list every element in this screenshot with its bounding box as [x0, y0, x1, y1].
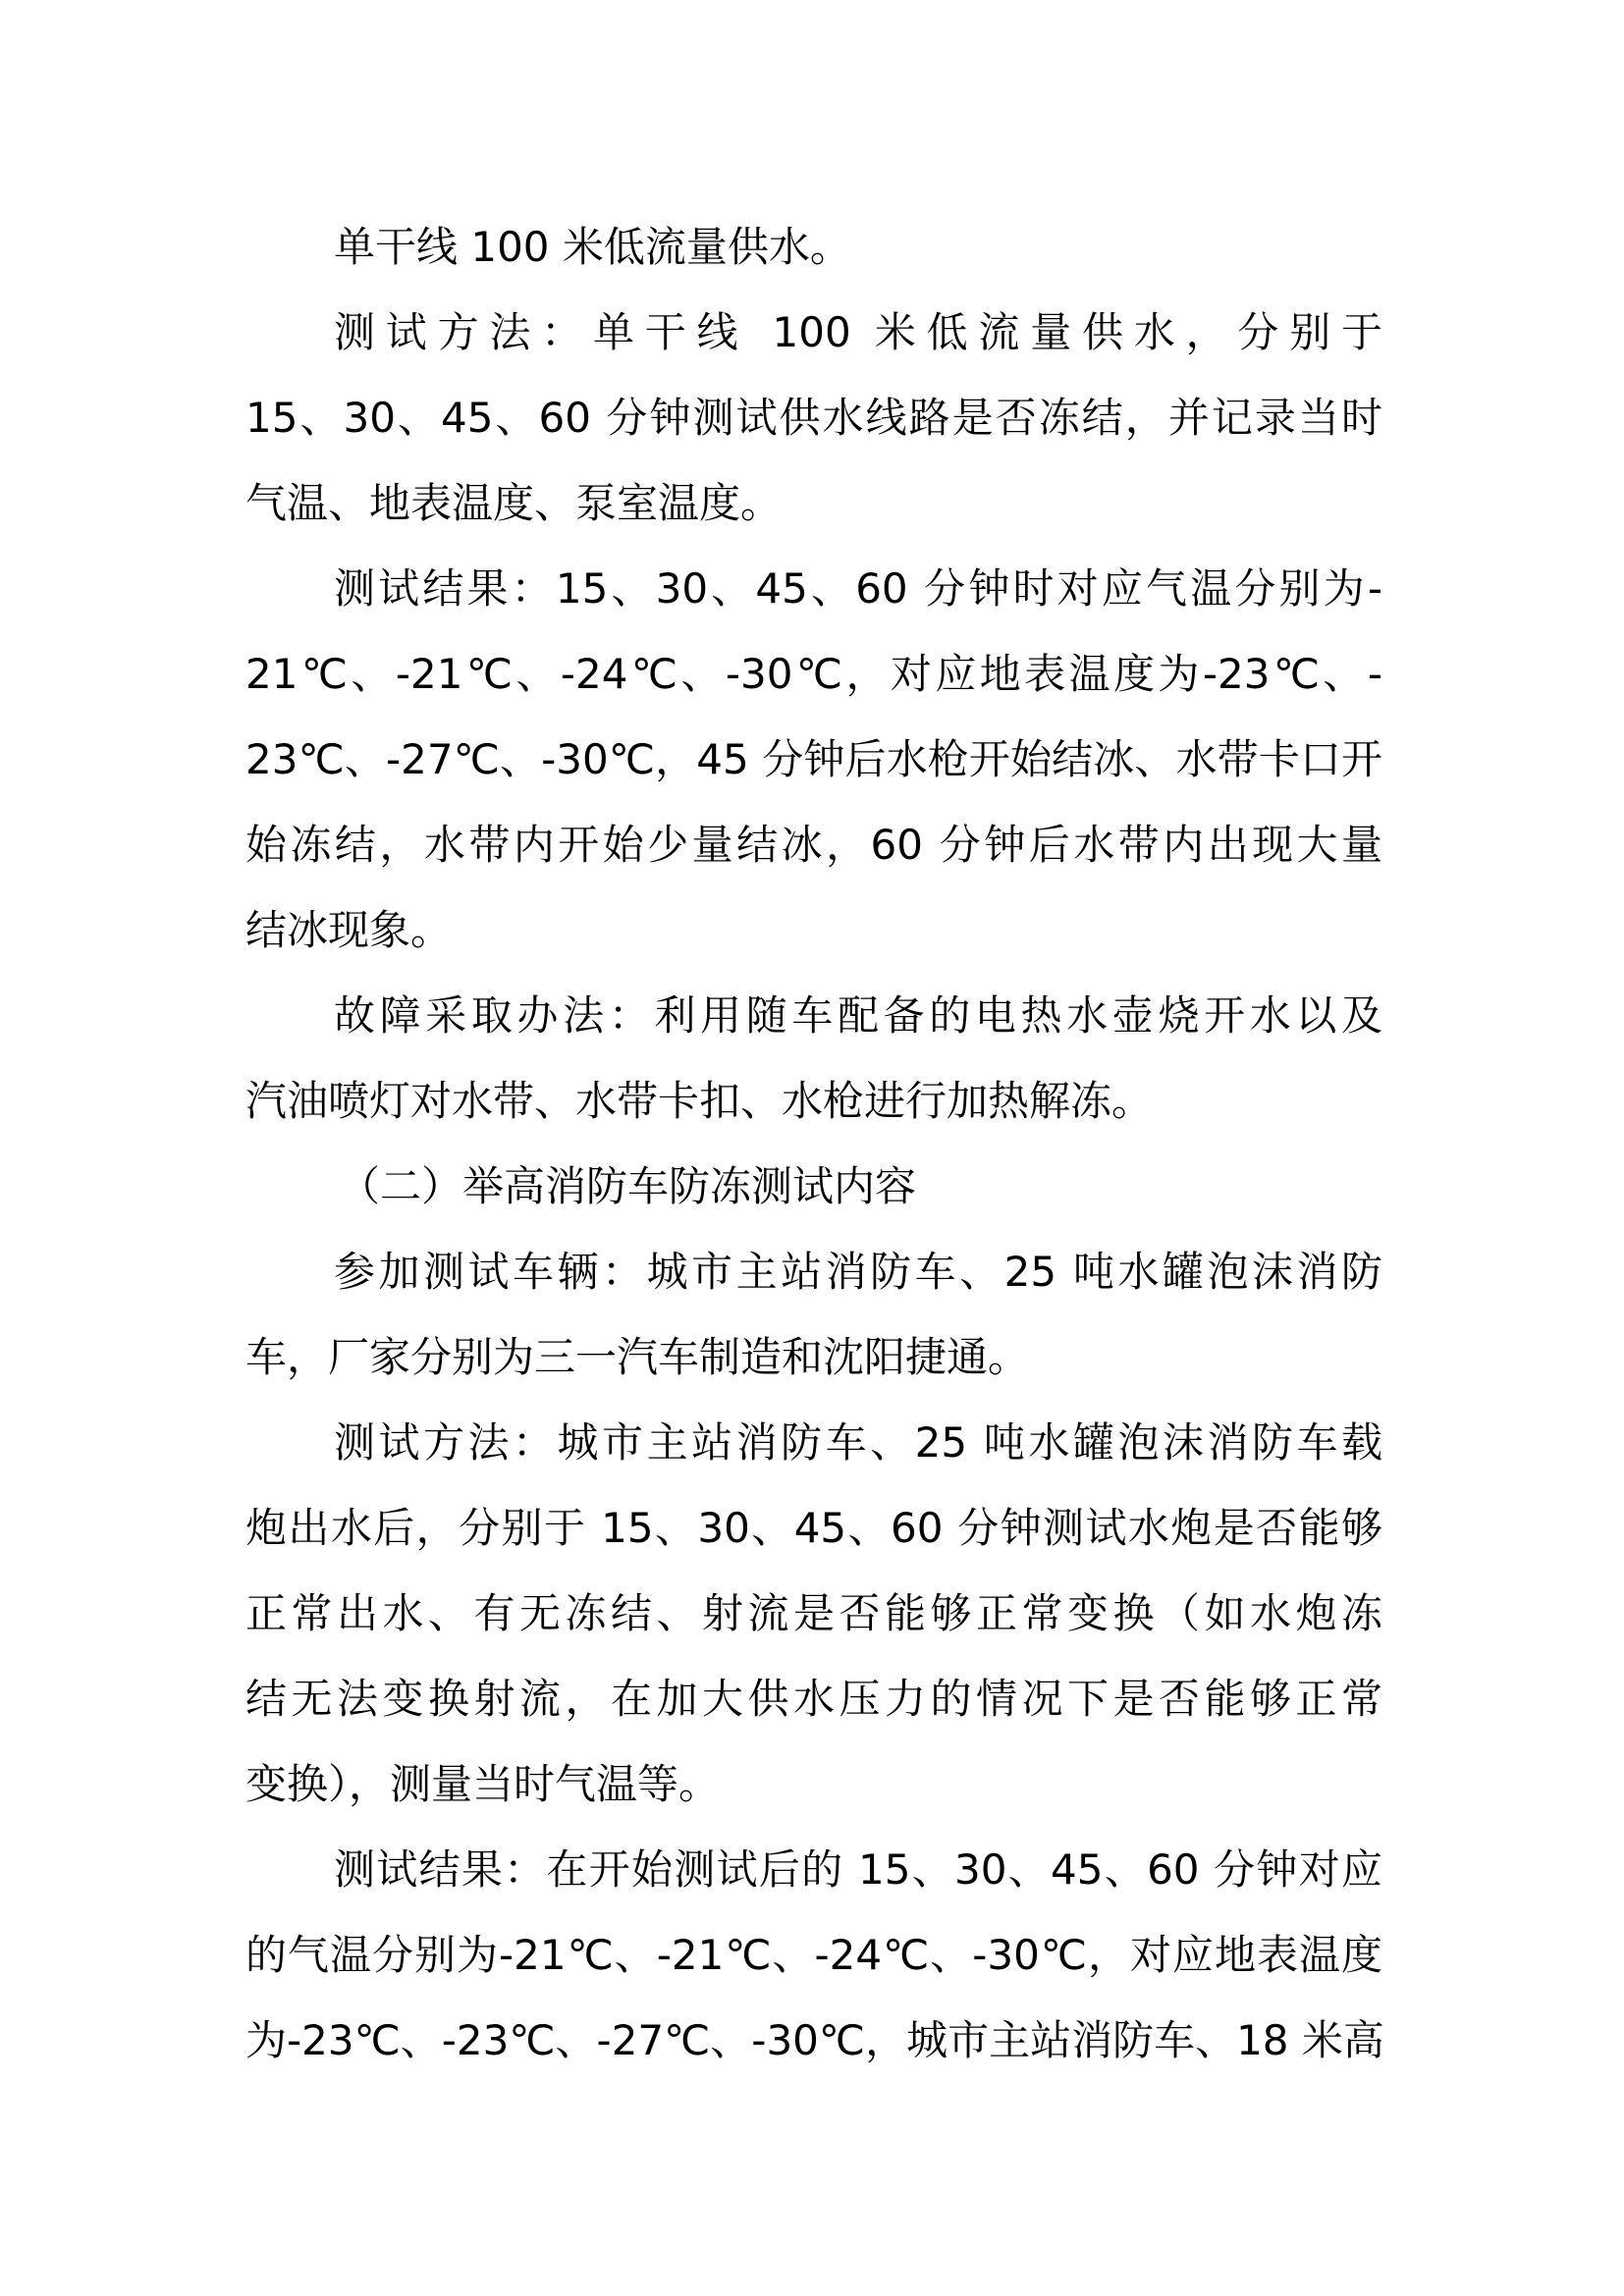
paragraph-line: 测试方法：城市主站消防车、25 吨水罐泡沫消防车载: [334, 1418, 1382, 1467]
paragraph-line: 21℃、-21℃、-24℃、-30℃，对应地表温度为-23℃、-: [245, 650, 1382, 698]
paragraph-line: 测试结果：在开始测试后的 15、30、45、60 分钟对应: [334, 1845, 1382, 1894]
paragraph-line: 23℃、-27℃、-30℃，45 分钟后水枪开始结冰、水带卡口开: [245, 735, 1382, 783]
paragraph-line: 始冻结，水带内开始少量结冰，60 分钟后水带内出现大量: [245, 821, 1382, 869]
paragraph-line: 15、30、45、60 分钟测试供水线路是否冻结，并记录当时: [245, 394, 1382, 442]
paragraph-line: 气温、地表温度、泵室温度。: [245, 479, 783, 527]
paragraph-line: 汽油喷灯对水带、水带卡扣、水枪进行加热解冻。: [245, 1077, 1154, 1125]
paragraph-line: 车，厂家分别为三一汽车制造和沈阳捷通。: [245, 1333, 1030, 1381]
paragraph-line: 结冰现象。: [245, 906, 453, 954]
paragraph-line: 的气温分别为-21℃、-21℃、-24℃、-30℃，对应地表温度: [245, 1931, 1382, 1979]
paragraph-line: 结无法变换射流，在加大供水压力的情况下是否能够正常: [245, 1675, 1382, 1723]
paragraph-line: 正常出水、有无冻结、射流是否能够正常变换（如水炮冻: [245, 1589, 1382, 1637]
paragraph-line: 炮出水后，分别于 15、30、45、60 分钟测试水炮是否能够: [245, 1504, 1382, 1552]
paragraph-line: 变换），测量当时气温等。: [245, 1760, 721, 1808]
paragraph-line: 参加测试车辆：城市主站消防车、25 吨水罐泡沫消防: [334, 1248, 1382, 1296]
paragraph-line: 为-23℃、-23℃、-27℃、-30℃，城市主站消防车、18 米高: [245, 2016, 1384, 2064]
paragraph-line: 单干线 100 米低流量供水。: [334, 223, 851, 271]
section-heading: （二）举高消防车防冻测试内容: [339, 1162, 917, 1210]
paragraph-line: 测试结果：15、30、45、60 分钟时对应气温分别为-: [334, 564, 1382, 613]
paragraph-line: 测试方法：单干线 100 米低流量供水，分别于: [334, 308, 1382, 356]
paragraph-line: 故障采取办法：利用随车配备的电热水壶烧开水以及: [334, 991, 1382, 1040]
